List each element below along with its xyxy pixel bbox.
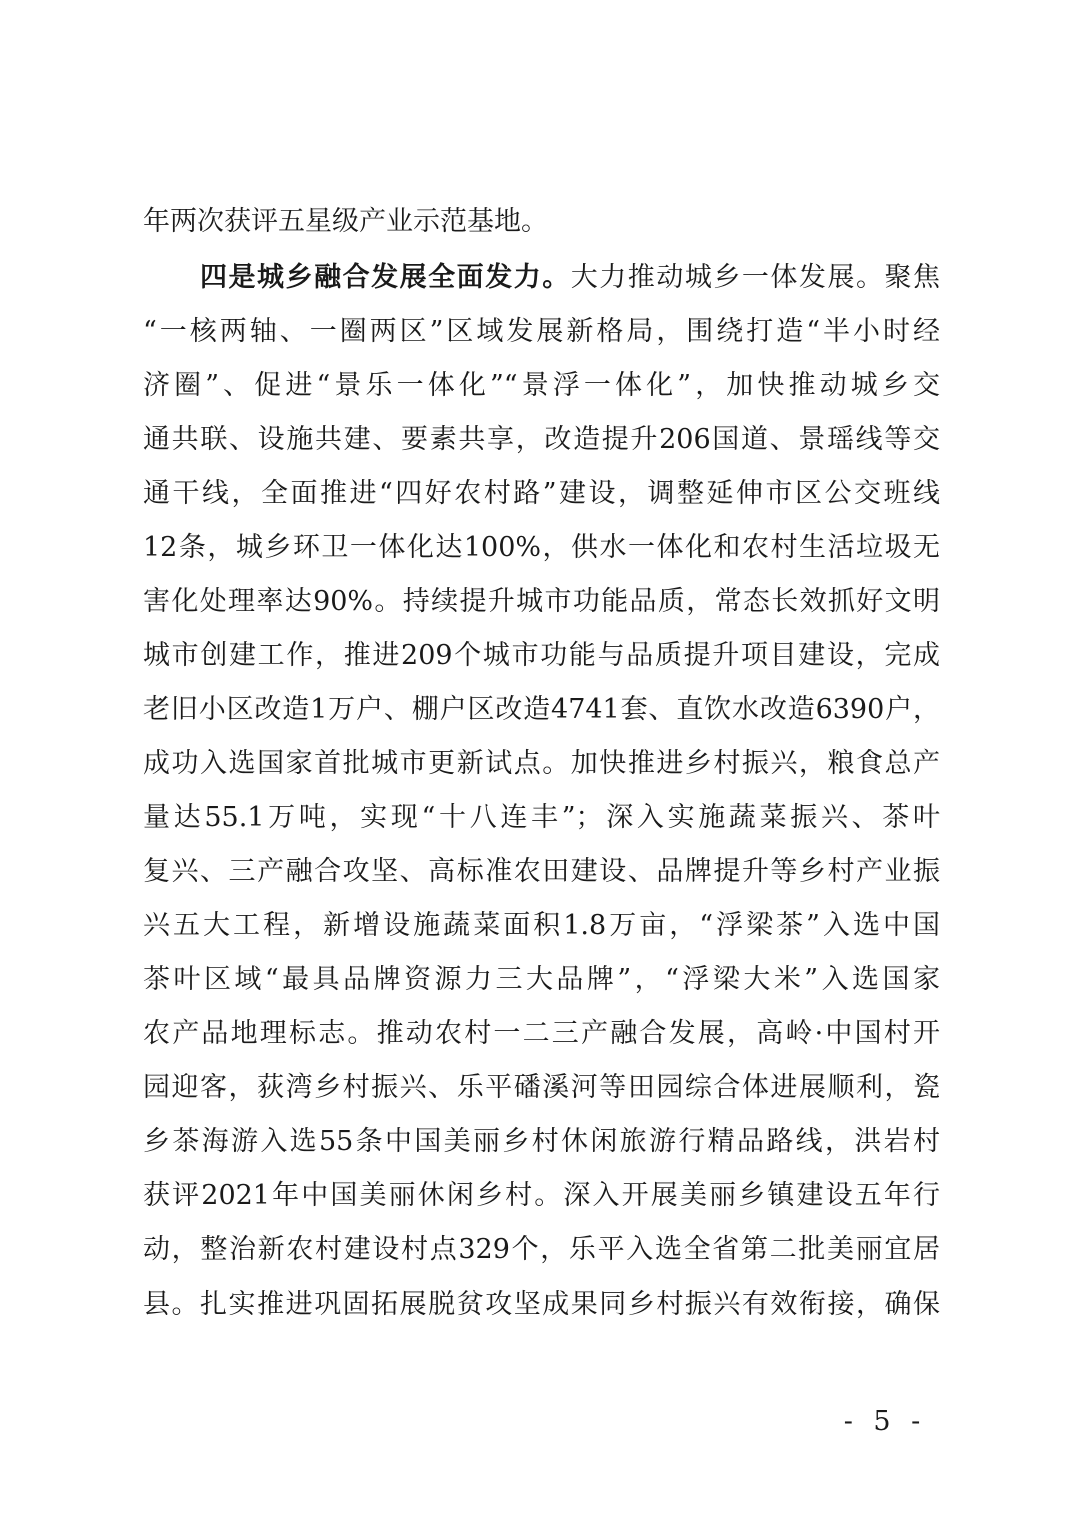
text-line: 老旧小区改造1万户、棚户区改造4741套、直饮水改造6390户，: [143, 694, 940, 725]
page-number: - 5 -: [843, 1406, 927, 1437]
section-heading-line: [200, 258, 940, 298]
text-line: 获评2021年中国美丽休闲乡村。深入开展美丽乡镇建设五年行: [143, 1180, 940, 1211]
text-line: 县。扎实推进巩固拓展脱贫攻坚成果同乡村振兴有效衔接，确保: [143, 1289, 940, 1320]
text-line: 量达55.1万吨，实现“十八连丰”；深入实施蔬菜振兴、茶叶: [143, 802, 940, 833]
text-line: “一核两轴、一圈两区”区域发展新格局，围绕打造“半小时经: [143, 316, 940, 347]
text-line: 年两次获评五星级产业示范基地。: [143, 206, 548, 237]
text-line: 兴五大工程，新增设施蔬菜面积1.8万亩，“浮梁茶”入选中国: [143, 910, 940, 941]
text-line: 12条，城乡环卫一体化达100%，供水一体化和农村生活垃圾无: [143, 532, 940, 563]
text-line: 济圈”、促进“景乐一体化”“景浮一体化”，加快推动城乡交: [143, 370, 940, 401]
text-span: 大力推动城乡一体发展。聚焦: [570, 262, 941, 293]
text-line: 茶叶区域“最具品牌资源力三大品牌”，“浮梁大米”入选国家: [143, 964, 940, 995]
text-line: 城市创建工作，推进209个城市功能与品质提升项目建设，完成: [143, 640, 940, 671]
text-line: 乡茶海游入选55条中国美丽乡村休闲旅游行精品路线，洪岩村: [143, 1126, 940, 1157]
section-heading: 四是城乡融合发展全面发力。: [200, 262, 571, 293]
text-line: 通共联、设施共建、要素共享，改造提升206国道、景瑶线等交: [143, 424, 940, 455]
text-line: 动，整治新农村建设村点329个，乐平入选全省第二批美丽宜居: [143, 1234, 940, 1265]
text-line: 害化处理率达90%。持续提升城市功能品质，常态长效抓好文明: [143, 586, 940, 617]
text-line: 复兴、三产融合攻坚、高标准农田建设、品牌提升等乡村产业振: [143, 856, 940, 887]
text-line: 通干线，全面推进“四好农村路”建设，调整延伸市区公交班线: [143, 478, 940, 509]
text-line: 成功入选国家首批城市更新试点。加快推进乡村振兴，粮食总产: [143, 748, 940, 779]
text-line: 园迎客，荻湾乡村振兴、乐平磻溪河等田园综合体进展顺利，瓷: [143, 1072, 940, 1103]
text-line: 农产品地理标志。推动农村一二三产融合发展，高岭·中国村开: [143, 1018, 940, 1049]
